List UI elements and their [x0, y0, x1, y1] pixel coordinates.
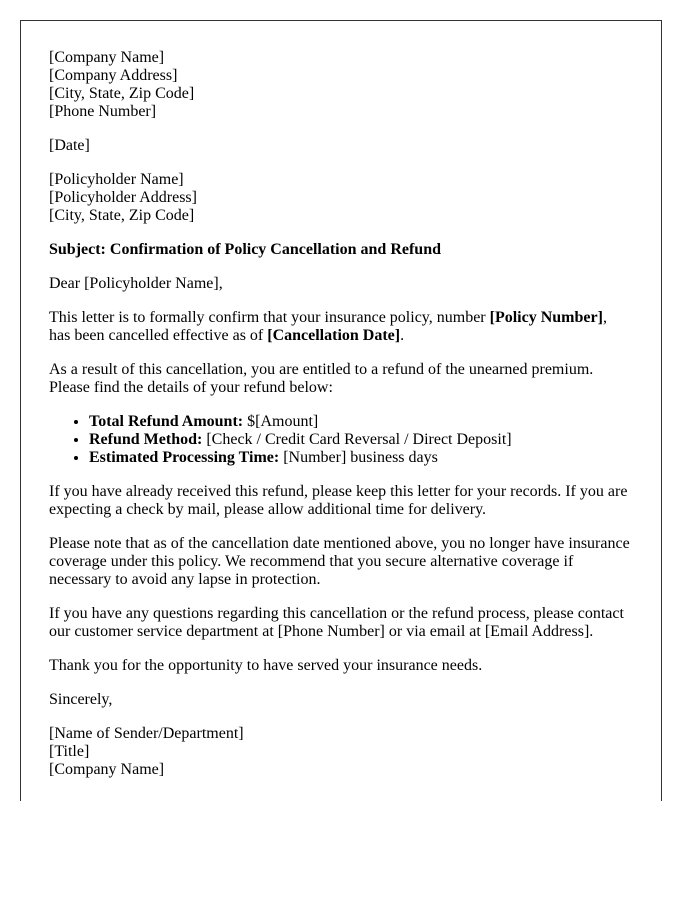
detail-label: Refund Method: [89, 431, 203, 448]
detail-value: $[Amount] [243, 413, 319, 430]
subject-line: Subject: Confirmation of Policy Cancellation and Refund [49, 241, 441, 258]
detail-label: Total Refund Amount: [89, 413, 244, 430]
signature-title: [Title] [49, 743, 90, 760]
paragraph-records: If you have already received this refund, please keep this letter for your records. If you are expecting a check by mail, please allow additional time for delivery. [49, 483, 628, 518]
paragraph-coverage: Please note that as of the cancellation date mentioned above, you no longer have insurance coverage under this policy. We recommend that you secure alternative coverage if necessary to avoid any lapse in protection. [49, 535, 630, 588]
letter-date: [Date] [49, 137, 90, 154]
sender-city-state-zip: [City, State, Zip Code] [49, 85, 195, 102]
sender-phone: [Phone Number] [49, 103, 157, 120]
sender-company-name: [Company Name] [49, 49, 165, 66]
sender-company-address: [Company Address] [49, 67, 178, 84]
sender-block [49, 49, 632, 121]
recipient-city-state-zip: [City, State, Zip Code] [49, 207, 195, 224]
text: . [400, 327, 405, 344]
list-item [89, 431, 632, 449]
paragraph-contact: If you have any questions regarding this cancellation or the refund process, please contact our customer service department at [Phone Number] or via email at [Email Address]. [49, 605, 624, 640]
text: This letter is to formally confirm that your insurance policy, number [49, 309, 490, 326]
recipient-block [49, 171, 632, 225]
policy-number: [Policy Number] [489, 309, 603, 326]
signature-name: [Name of Sender/Department] [49, 725, 244, 742]
cancellation-date: [Cancellation Date] [267, 327, 401, 344]
recipient-address: [Policyholder Address] [49, 189, 197, 206]
signature-company: [Company Name] [49, 761, 165, 778]
detail-label: Estimated Processing Time: [89, 449, 280, 466]
paragraph-refund-intro: As a result of this cancellation, you are entitled to a refund of the unearned premium. Please find the details of your refund below: [49, 361, 594, 396]
detail-value: [Number] business days [279, 449, 438, 466]
refund-details-list [49, 413, 632, 467]
text: , has been cancelled effective as of [49, 309, 607, 344]
recipient-name: [Policyholder Name] [49, 171, 184, 188]
paragraph-thanks: Thank you for the opportunity to have served your insurance needs. [49, 657, 483, 674]
closing: Sincerely, [49, 691, 113, 708]
signature-block [49, 725, 632, 779]
list-item [89, 413, 632, 431]
list-item [89, 449, 632, 467]
paragraph-confirmation [49, 309, 632, 345]
detail-value: [Check / Credit Card Reversal / Direct Deposit] [202, 431, 512, 448]
letter [20, 20, 662, 801]
salutation: Dear [Policyholder Name], [49, 275, 223, 292]
